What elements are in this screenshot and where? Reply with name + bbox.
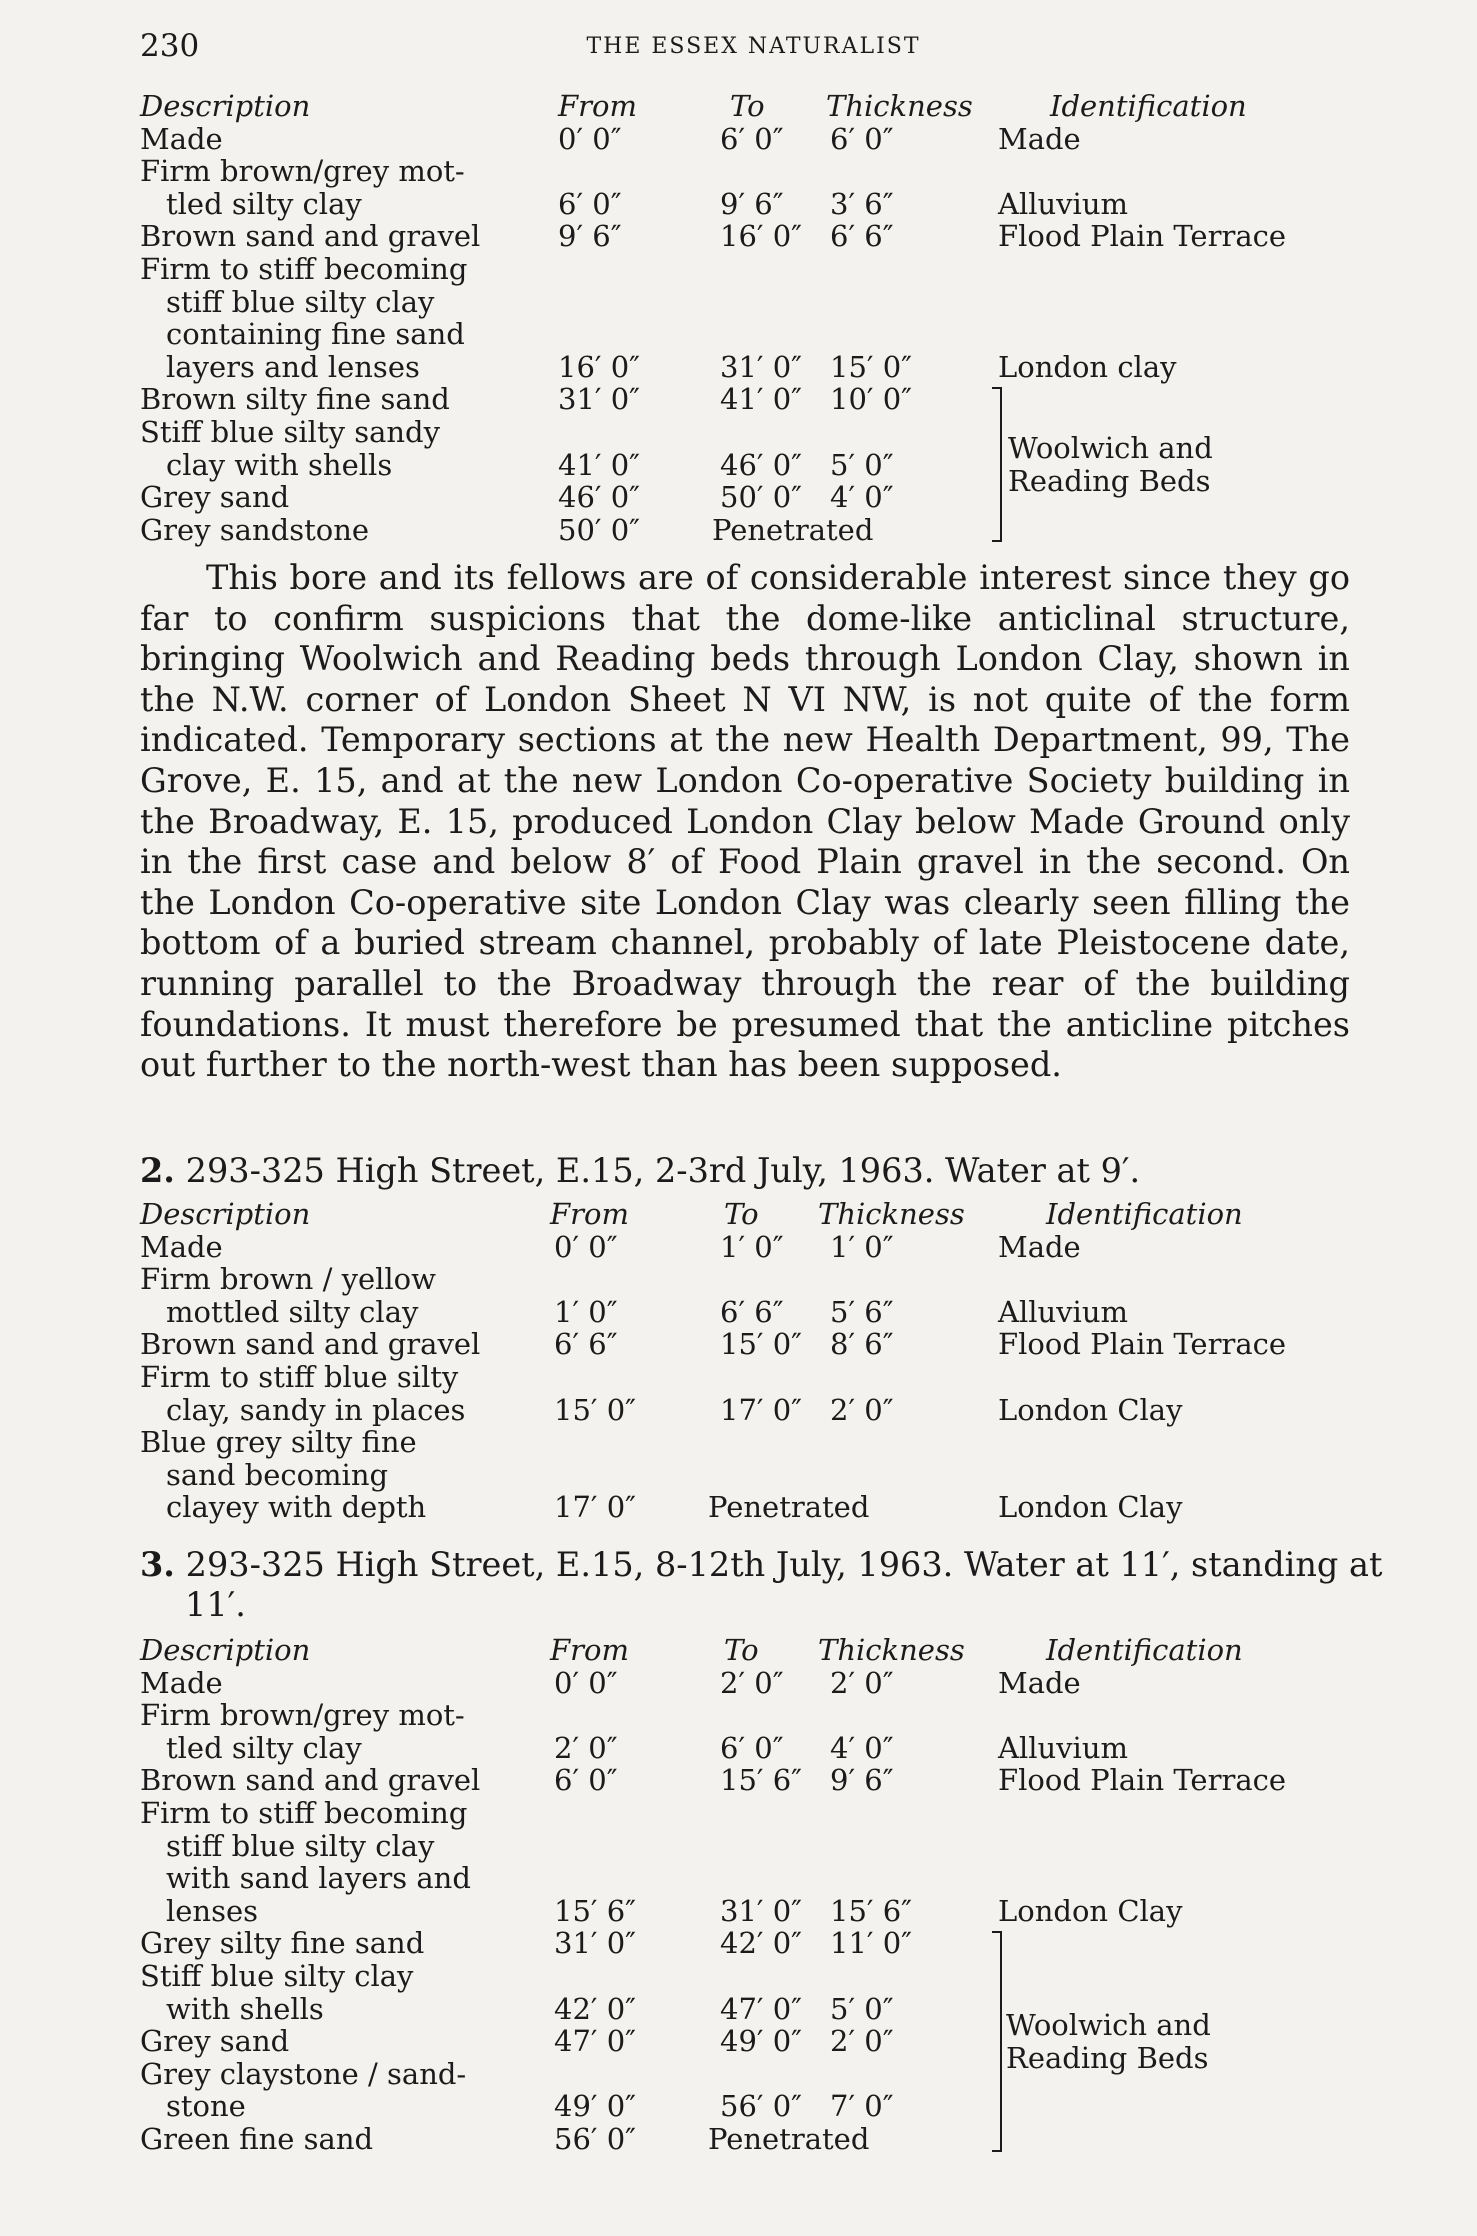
thickness-cell: 6′ 0″: [830, 121, 894, 156]
table-row: [140, 383, 1400, 416]
section-heading-text: 293-325 High Street, E.15, 8-12th July, 1963. Water at 11′, standing at 11′.: [185, 1545, 1383, 1624]
description-cell: containing fine sand: [166, 317, 465, 352]
col-header-thickness: Thickness: [818, 1197, 965, 1231]
description-cell: Firm to stiff blue silty: [140, 1359, 459, 1394]
description-cell: lenses: [166, 1893, 259, 1928]
thickness-cell: 8′ 6″: [830, 1327, 894, 1362]
thickness-cell: 6′ 6″: [830, 219, 894, 254]
thickness-cell: 11′ 0″: [830, 1926, 912, 1961]
thickness-cell: 10′ 0″: [830, 382, 912, 417]
description-cell: Grey sand: [140, 480, 290, 515]
from-cell: 15′ 0″: [554, 1392, 636, 1427]
table-row: [140, 253, 1400, 286]
to-cell: 6′ 6″: [720, 1294, 784, 1329]
table-row: [140, 155, 1400, 188]
from-cell: 6′ 0″: [558, 186, 622, 221]
description-cell: stiff blue silty clay: [166, 1828, 435, 1863]
to-cell: 6′ 0″: [720, 121, 784, 156]
table-row: [140, 220, 1400, 253]
running-header: [140, 28, 1367, 68]
borehole-log-2: [140, 1198, 1400, 1524]
to-cell: 47′ 0″: [720, 1991, 802, 2026]
col-header-description: Description: [140, 1197, 311, 1231]
to-cell: 17′ 0″: [720, 1392, 802, 1427]
description-cell: Firm brown/grey mot-: [140, 1698, 465, 1733]
thickness-cell: 5′ 0″: [830, 447, 894, 482]
to-cell: 42′ 0″: [720, 1926, 802, 1961]
thickness-cell: 1′ 0″: [830, 1229, 894, 1264]
penetrated-cell: Penetrated: [708, 1490, 870, 1525]
description-cell: stiff blue silty clay: [166, 284, 435, 319]
description-cell: Brown sand and gravel: [140, 1327, 481, 1362]
to-cell: 16′ 0″: [720, 219, 802, 254]
table-row-continuation: [140, 318, 1400, 351]
bracket-label: [1006, 2009, 1211, 2075]
thickness-cell: 2′ 0″: [830, 1392, 894, 1427]
to-cell: 6′ 0″: [720, 1730, 784, 1765]
table-header: [140, 1634, 1400, 1667]
bracket-label-line: Woolwich and: [1006, 2007, 1211, 2042]
description-cell: Grey sand: [140, 2024, 290, 2059]
col-header-from: From: [550, 1633, 629, 1667]
thickness-cell: 5′ 6″: [830, 1294, 894, 1329]
description-cell: Stiff blue silty sandy: [140, 414, 440, 449]
description-cell: clay with shells: [166, 447, 393, 482]
thickness-cell: 15′ 0″: [830, 349, 912, 384]
description-cell: Made: [140, 1229, 223, 1264]
from-cell: 0′ 0″: [554, 1665, 618, 1700]
description-cell: Brown silty fine sand: [140, 382, 450, 417]
to-cell: 9′ 6″: [720, 186, 784, 221]
from-cell: 31′ 0″: [558, 382, 640, 417]
borehole-log-3: [140, 1634, 1400, 2156]
penetrated-cell: Penetrated: [712, 512, 874, 547]
col-header-from: From: [550, 1197, 629, 1231]
identification-cell: London Clay: [998, 1893, 1183, 1928]
description-cell: clay, sandy in places: [166, 1392, 466, 1427]
identification-cell: Alluvium: [998, 1294, 1129, 1329]
bracket-label-line: Woolwich and: [1008, 430, 1213, 465]
table-body: [140, 1667, 1400, 2156]
table-row: [140, 1361, 1400, 1394]
borehole-log-1: [140, 90, 1400, 546]
from-cell: 0′ 0″: [558, 121, 622, 156]
to-cell: 49′ 0″: [720, 2024, 802, 2059]
col-header-identification: Identification: [1046, 1633, 1243, 1667]
to-cell: 15′ 0″: [720, 1327, 802, 1362]
table-row: [140, 1960, 1400, 1993]
description-cell: Stiff blue silty clay: [140, 1958, 414, 1993]
col-header-identification: Identification: [1050, 89, 1247, 123]
to-cell: 46′ 0″: [720, 447, 802, 482]
penetrated-cell: Penetrated: [708, 2121, 870, 2156]
table-row-continuation: [140, 1732, 1400, 1765]
section-number: 3.: [140, 1545, 175, 1584]
table-body: [140, 1231, 1400, 1524]
col-header-to: To: [724, 1633, 759, 1667]
identification-cell: Flood Plain Terrace: [998, 1763, 1287, 1798]
table-row-continuation: [140, 1459, 1400, 1492]
table-row: [140, 1328, 1400, 1361]
section-heading-text: 293-325 High Street, E.15, 2-3rd July, 1963. Water at 9′.: [185, 1151, 1141, 1190]
table-row: [140, 1231, 1400, 1264]
brace-bracket: [982, 1931, 1002, 2151]
description-cell: mottled silty clay: [166, 1294, 419, 1329]
description-cell: Firm brown / yellow: [140, 1262, 436, 1297]
from-cell: 31′ 0″: [554, 1926, 636, 1961]
from-cell: 42′ 0″: [554, 1991, 636, 2026]
section-heading-3: [140, 1545, 1395, 1625]
from-cell: 6′ 0″: [554, 1763, 618, 1798]
thickness-cell: 9′ 6″: [830, 1763, 894, 1798]
identification-cell: London Clay: [998, 1392, 1183, 1427]
to-cell: 41′ 0″: [720, 382, 802, 417]
from-cell: 2′ 0″: [554, 1730, 618, 1765]
col-header-from: From: [558, 89, 637, 123]
table-row-continuation: [140, 1491, 1400, 1524]
table-row: [140, 2123, 1400, 2156]
table-row: [140, 2025, 1400, 2058]
from-cell: 17′ 0″: [554, 1490, 636, 1525]
description-cell: Grey sandstone: [140, 512, 370, 547]
description-cell: Brown sand and gravel: [140, 219, 481, 254]
section-number: 2.: [140, 1151, 175, 1190]
identification-cell: London clay: [998, 349, 1177, 384]
description-cell: Firm brown/grey mot-: [140, 154, 465, 189]
from-cell: 50′ 0″: [558, 512, 640, 547]
table-row: [140, 1263, 1400, 1296]
table-header: [140, 1198, 1400, 1231]
identification-cell: London Clay: [998, 1490, 1183, 1525]
to-cell: 56′ 0″: [720, 2089, 802, 2124]
bracket-label-line: Reading Beds: [1008, 463, 1211, 498]
thickness-cell: 15′ 6″: [830, 1893, 912, 1928]
col-header-identification: Identification: [1046, 1197, 1243, 1231]
description-cell: Firm to stiff becoming: [140, 251, 468, 286]
thickness-cell: 4′ 0″: [830, 1730, 894, 1765]
from-cell: 56′ 0″: [554, 2121, 636, 2156]
thickness-cell: 2′ 0″: [830, 2024, 894, 2059]
thickness-cell: 5′ 0″: [830, 1991, 894, 2026]
from-cell: 16′ 0″: [558, 349, 640, 384]
identification-cell: Flood Plain Terrace: [998, 1327, 1287, 1362]
from-cell: 9′ 6″: [558, 219, 622, 254]
thickness-cell: 7′ 0″: [830, 2089, 894, 2124]
table-row: [140, 1927, 1400, 1960]
from-cell: 15′ 6″: [554, 1893, 636, 1928]
description-cell: with sand layers and: [166, 1861, 471, 1896]
thickness-cell: 4′ 0″: [830, 480, 894, 515]
table-row: [140, 1764, 1400, 1797]
table-row: [140, 514, 1400, 547]
description-cell: tled silty clay: [166, 186, 362, 221]
from-cell: 1′ 0″: [554, 1294, 618, 1329]
table-row-continuation: [140, 188, 1400, 221]
identification-cell: Made: [998, 1665, 1081, 1700]
table-header: [140, 90, 1400, 123]
table-row-continuation: [140, 1862, 1400, 1895]
table-row: [140, 1699, 1400, 1732]
description-cell: layers and lenses: [166, 349, 420, 384]
description-cell: stone: [166, 2089, 246, 2124]
section-heading-2: [140, 1151, 1350, 1191]
col-header-to: To: [724, 1197, 759, 1231]
col-header-description: Description: [140, 1633, 311, 1667]
col-header-to: To: [730, 89, 765, 123]
table-row-continuation: [140, 1993, 1400, 2026]
description-cell: Firm to stiff becoming: [140, 1795, 468, 1830]
description-cell: clayey with depth: [166, 1490, 427, 1525]
thickness-cell: 2′ 0″: [830, 1665, 894, 1700]
table-row: [140, 1797, 1400, 1830]
table-row: [140, 1667, 1400, 1700]
description-cell: tled silty clay: [166, 1730, 362, 1765]
from-cell: 0′ 0″: [554, 1229, 618, 1264]
identification-cell: Alluvium: [998, 186, 1129, 221]
to-cell: 1′ 0″: [720, 1229, 784, 1264]
col-header-thickness: Thickness: [818, 1633, 965, 1667]
body-paragraph: This bore and its fellows are of considerable interest since they go far to confirm suspicions that the dome-like anticlinal structure, bringing Woolwich and Reading beds through London Clay, shown in the N.W. corner of London Sheet N VI NW, is not quite of the form indicated. Temporary sections at the new Health Department, 99, The Grove, E. 15, and at the new London Co-operative Society building in the Broadway, E. 15, produced London Clay below Made Ground only in the first case and below 8′ of Food Plain gravel in the second. On the London Co-operative site London Clay was clearly seen filling the bottom of a buried stream channel, probably of late Pleistocene date, running parallel to the Broadway through the rear of the building foundations. It must therefore be presumed that the anticline pitches out further to the north-west than has been supposed.: [140, 558, 1350, 1085]
table-row-continuation: [140, 1830, 1400, 1863]
to-cell: 2′ 0″: [720, 1665, 784, 1700]
from-cell: 49′ 0″: [554, 2089, 636, 2124]
col-header-thickness: Thickness: [826, 89, 973, 123]
description-cell: Made: [140, 121, 223, 156]
table-row: [140, 1426, 1400, 1459]
identification-cell: Flood Plain Terrace: [998, 219, 1287, 254]
identification-cell: Made: [998, 121, 1081, 156]
description-cell: Green fine sand: [140, 2121, 374, 2156]
table-row-continuation: [140, 2090, 1400, 2123]
description-cell: Grey silty fine sand: [140, 1926, 425, 1961]
col-header-description: Description: [140, 89, 311, 123]
table-row-continuation: [140, 351, 1400, 384]
table-row-continuation: [140, 1394, 1400, 1427]
description-cell: Brown sand and gravel: [140, 1763, 481, 1798]
to-cell: 50′ 0″: [720, 480, 802, 515]
from-cell: 6′ 6″: [554, 1327, 618, 1362]
brace-bracket: [982, 387, 1002, 542]
from-cell: 47′ 0″: [554, 2024, 636, 2059]
description-cell: Grey claystone / sand-: [140, 2056, 467, 2091]
bracket-label: [1008, 432, 1213, 498]
description-cell: sand becoming: [166, 1457, 389, 1492]
from-cell: 46′ 0″: [558, 480, 640, 515]
identification-cell: Alluvium: [998, 1730, 1129, 1765]
to-cell: 31′ 0″: [720, 349, 802, 384]
table-row-continuation: [140, 286, 1400, 319]
description-cell: Made: [140, 1665, 223, 1700]
from-cell: 41′ 0″: [558, 447, 640, 482]
description-cell: Blue grey silty fine: [140, 1425, 417, 1460]
description-cell: with shells: [166, 1991, 324, 2026]
to-cell: 15′ 6″: [720, 1763, 802, 1798]
table-row-continuation: [140, 1296, 1400, 1329]
table-row: [140, 2058, 1400, 2091]
table-row: [140, 123, 1400, 156]
bracket-label-line: Reading Beds: [1006, 2040, 1209, 2075]
thickness-cell: 3′ 6″: [830, 186, 894, 221]
identification-cell: Made: [998, 1229, 1081, 1264]
to-cell: 31′ 0″: [720, 1893, 802, 1928]
table-row-continuation: [140, 1895, 1400, 1928]
page-number: 230: [140, 28, 200, 64]
journal-title: THE ESSEX NATURALIST: [586, 34, 921, 59]
